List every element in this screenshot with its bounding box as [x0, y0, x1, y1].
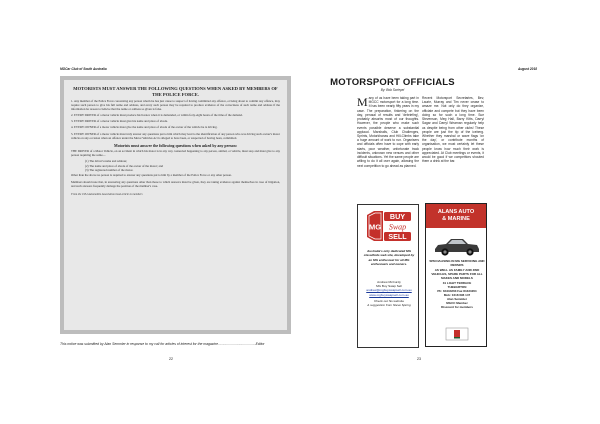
mg-buy-swap-sell-logo: [365, 210, 413, 242]
alans-address-1: 31 LIGHT TERRACE: [442, 281, 472, 286]
ad-credit: A suggestion from Steve Spring: [367, 303, 411, 308]
alans-auto-ad: [425, 203, 487, 347]
clipping-paragraph: 2. EVERY DRIVER of a motor vehicle must produce his licence when it is demanded, or within forty-eight hours of the time of the demand.: [71, 112, 243, 117]
article-column-2: Recent Motorsport Secretaries, Bev, Laurie, Murray and Tim never cease to amaze me. Not only do they organize, officiate and compete but they have been doing so for such a long time. Sue Stevenson, Meg Hall, Barry Kitts, Darryl Sagar and Darryl Wearnan regularly help us despite being from other clubs! These people are just the tip of the iceberg. Whether they marshal or wave flags 'on the day', or contribute months of organisation, we must certainly let these people know how much their work is appreciated. At Club meetings or events, it would be good if we competitors shouted them a drink at the bar.: [422, 96, 484, 164]
clipping-paragraph: 5. EVERY OWNER of a motor vehicle must truly answer any questions put to him which may lead to the identification of any person who was driving such owner's motor vehicle on any occasion when an offence under the Motor Vehicles Act is alleged to have been, or suspected of having been, committed.: [71, 131, 280, 140]
logo-buy-text: BUY: [389, 212, 406, 222]
mg-badge-icon: [445, 327, 469, 341]
clipping-list: [71, 159, 280, 172]
alans-services: SPECIALISING IN MG SERVICING AND REPAIRS: [429, 259, 485, 267]
list-item: (2) The name and place of abode of the owner of the motor; and: [85, 163, 164, 168]
right-page: [301, 60, 543, 365]
editor-note: This notice was submitted by Alan Semmler in response to my call for articles of interest for the magazine........................................Editor: [60, 342, 265, 346]
clipping-paragraph: Other than the above no person is required to answer any questions put to him by a member of the Police Force or any other person.: [71, 173, 232, 178]
alans-address-2: THEBARTON: [447, 285, 467, 290]
clipping-heading: MOTORISTS MUST ANSWER THE FOLLOWING QUESTIONS WHEN ASKED BY MEMBERS OF THE POLICE FORCE.: [73, 86, 278, 97]
clipping-source: From the 1934 Automobile Association book article to members: [71, 192, 143, 196]
mg-car-icon: [432, 233, 482, 257]
alans-discount: Discount for members: [441, 304, 473, 309]
mg-buy-swap-sell-ad: [357, 204, 419, 348]
clipping-subheading: Motorists must answer the following questions when asked by any person:: [114, 143, 237, 148]
clipping-paragraph: THE DRIVER of a Motor Vehicle, on an accident in which his motor is in any way connected happening to any person, animal, or vehicle, must stop and must give to any person requiring the same—: [71, 148, 280, 157]
running-head: August 2018: [518, 67, 537, 71]
clipping-paragraph: Members should note that, in answering any questions other than those to which answers must be given, they are taking evidence against themselves in case of litigation, and such answers frequently damage the position of the member's case.: [71, 179, 280, 188]
contact-name: Andrew McCurdy: [377, 280, 401, 284]
page-number: 23: [417, 357, 421, 361]
clipping-body: [64, 80, 287, 330]
list-item: (1) The driver's name and address;: [85, 159, 128, 164]
logo-swap-text: Swap: [388, 222, 407, 232]
clipping-paragraph: 3. EVERY DRIVER of a motor vehicle must give his name and place of abode.: [71, 119, 168, 124]
article-title: MOTORSPORT OFFICIALS: [330, 77, 455, 88]
clipping-paragraph: 1. Any member of the Police Force concerning any person whom he has just cause to suspect of having committed any offence, or being about to commit any offence, may require such person to give his full name and address, and every such person may be required to produce evidence of the correctness of such name and address if the information be reason to believe that the name or address so given is false.: [71, 98, 280, 111]
ad-contact: [361, 280, 417, 308]
ad-tagline: Australia's only dedicated MG classifieds web site, developed by an MG enthusiast for all MG enthusiasts and owners.: [363, 249, 415, 266]
article-text: any of us have been taking part in MGCC motorsport for a long time. It has been nearly fifty years in my case. The preparation, tinkering on the day, perusal of results and 'debriefing', probably absorbs most of our thoughts. However, the people who make such events possible deserve a substantial applaud. Marshalls, Club Challenges, Sprints, Motorkhanas and Hill-Climbs take a huge amount of work to run. Organisers and officials often have to cope with early starts, poor weather, unfortunate track incidents, unknown new venues and other difficult situations. Yet the same people are willing to do it all over again, allowing the next competition to go ahead as planned.: [357, 96, 419, 168]
alans-phone: Ph: 84434263 Fax 84434264: [437, 289, 477, 294]
alans-also: AS WELL AS FAMILY AND 4WD VEHICLES, SPARE PARTS FOR ALL MAKES AND MODELS: [431, 268, 483, 281]
left-page: [57, 60, 295, 365]
list-item: (3) The registered number of the motor.: [85, 167, 134, 172]
clipping-paragraph: 4. EVERY OWNER of a motor vehicle must give the name and place of abode of the owner of the vehicle he is driving.: [71, 125, 218, 130]
newspaper-clipping: [60, 76, 291, 334]
alans-header: [426, 204, 486, 228]
running-head: MGCar Club of South Australia: [60, 67, 107, 71]
page-number: 22: [169, 357, 173, 361]
contact-role: MG Buy Swap Sell: [376, 284, 402, 289]
article-column-1: [357, 96, 419, 168]
mg-logo-text: MG: [368, 222, 382, 232]
alans-name-line-1: ALANS AUTO: [437, 209, 475, 215]
alans-name-line-2: & MARINE: [442, 215, 470, 222]
contact-email-link[interactable]: andrew@mgbuyswapsell.com.au: [366, 288, 412, 293]
alans-owner: Alan Semmler: [446, 297, 467, 302]
drop-cap: M: [357, 95, 368, 109]
alans-details: [428, 260, 486, 310]
ad-call-to-action: Check out his website: [373, 299, 405, 304]
byline: By: Bob Scriepel: [380, 88, 405, 92]
alans-mobile: Mob: 0418 696 147: [443, 293, 471, 298]
alans-member: MGCC Member: [446, 300, 468, 305]
contact-website-link[interactable]: www.mgbuyswapsell.com.au: [369, 292, 409, 297]
logo-sell-text: SELL: [388, 232, 407, 242]
